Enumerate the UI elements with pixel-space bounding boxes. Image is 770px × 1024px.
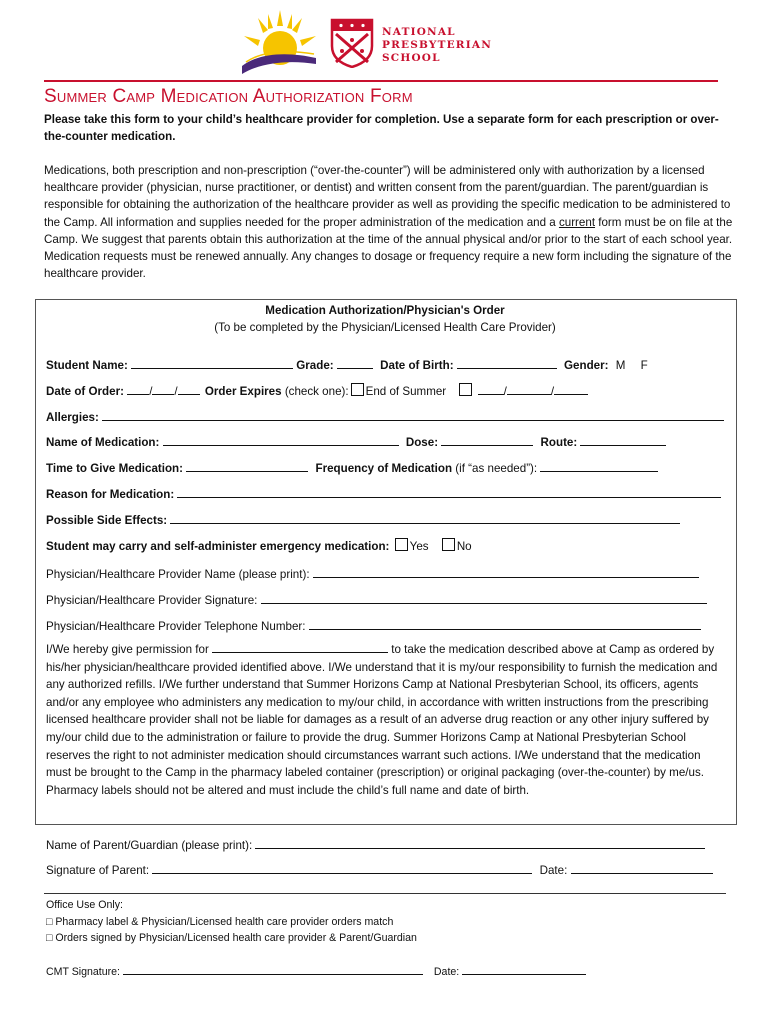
provider-name-field[interactable] <box>313 565 699 578</box>
self-administer-yes-checkbox[interactable] <box>395 538 408 551</box>
cmt-date-label: Date: <box>433 966 460 978</box>
allergies-label: Allergies: <box>46 411 99 424</box>
permission-paragraph <box>46 640 726 799</box>
gender-m-option[interactable]: M <box>615 359 626 372</box>
provider-signature-label: Physician/Healthcare Provider Signature: <box>46 594 258 607</box>
office-divider <box>44 893 726 894</box>
permission-rest: to take the medication described above at Camp as <box>391 643 656 656</box>
intro-instructions: Please take this form to your child’s healthcare provider for completion. Use a separate form for each prescription or over-the-counter medication. <box>44 113 719 143</box>
side-effects-label: Possible Side Effects: <box>46 514 168 527</box>
parent-name-row <box>46 836 705 852</box>
cmt-signature-field[interactable] <box>123 962 423 975</box>
route-label: Route: <box>540 436 578 449</box>
office-check-orders-signed[interactable]: □ Orders signed by Physician/Licensed health care provider & Parent/Guardian <box>46 932 417 944</box>
frequency-field[interactable] <box>540 459 658 472</box>
medication-name-label: Name of Medication: <box>46 436 160 449</box>
order-day-field[interactable] <box>152 382 174 395</box>
parent-signature-field[interactable] <box>152 861 532 874</box>
provider-name-label: Physician/Healthcare Provider Name (please print): <box>46 568 310 581</box>
summer-camp-sun-logo-icon <box>240 8 318 78</box>
dob-label: Date of Birth: <box>380 359 454 372</box>
permission-body: ordered by his/her physician/healthcare provided identified above. I/We understand that it is my/our responsibility to furnish the medication and any authorized refills. I/We further understand that Summer Horizons Camp at National Presbyterian School, its officers, agents and/or any employee who administers any medication to my/our child, in accordance with written instructions from the prescribing licensed healthcare provider shall not be liable for damages as a result of an adverse drug reaction or any other injury suffered by my/our child due to the administration or failure to provide the drug. Summer Horizons Camp at National Presbyterian School reserves the right to not administer medication should circumstances warrant such actions. I/We understand that the medication must be brought to the Camp in the pharmacy labeled container (prescription) or original packaging (over-the-counter) by me/us. Pharmacy labels should not be altered and must include the child’s full name and date of birth. <box>46 643 718 797</box>
allergies-row <box>46 408 724 424</box>
provider-signature-row <box>46 591 707 607</box>
parent-signature-label: Signature of Parent: <box>46 864 150 877</box>
permission-start: I/We hereby give permission for <box>46 643 209 656</box>
provider-phone-label: Physician/Healthcare Provider Telephone Number: <box>46 620 306 633</box>
cmt-row <box>46 962 586 978</box>
cmt-signature-label: CMT Signature: <box>46 966 120 978</box>
grade-field[interactable] <box>337 356 373 369</box>
parent-date-field[interactable] <box>571 861 713 874</box>
dose-label: Dose: <box>405 436 439 449</box>
cmt-date-field[interactable] <box>462 962 586 975</box>
provider-signature-field[interactable] <box>261 591 707 604</box>
medication-name-field[interactable] <box>163 433 399 446</box>
expires-month-field[interactable] <box>478 382 504 395</box>
grade-label: Grade: <box>296 359 334 372</box>
parent-name-field[interactable] <box>255 836 705 849</box>
allergies-field[interactable] <box>102 408 724 421</box>
school-name: NATIONAL PRESBYTERIAN SCHOOL <box>382 26 492 64</box>
office-use-heading: Office Use Only: <box>46 899 123 911</box>
office-check-pharmacy-label[interactable]: □ Pharmacy label & Physician/Licensed health care provider orders match <box>46 916 394 928</box>
expires-day-field[interactable] <box>507 382 551 395</box>
order-year-field[interactable] <box>178 382 200 395</box>
yes-label: Yes <box>409 540 429 553</box>
time-to-give-field[interactable] <box>186 459 308 472</box>
reason-label: Reason for Medication: <box>46 488 175 501</box>
self-administer-row <box>46 538 472 553</box>
intro-paragraph: Medications, both prescription and non-prescription (“over-the-counter”) will be administered only with authorization by a licensed healthcare provider (physician, nurse practitioner, or dentist) and written consent from the parent/guardian. The parent/guardian is responsible for obtaining the authorization of the healthcare provider as well as providing the specific medication to be administered to the Camp. All information and supplies needed for the proper administration of the medication and a current form must be on file at the Camp. We suggest that parents obtain this authorization at the time of the annual physical and/or prior to the start of each school year. Medication requests must be renewed annually. Any changes to dosage or frequency require a new form including the signature of the healthcare provider. <box>44 164 733 281</box>
box-title: Medication Authorization/Physician's Order <box>265 304 505 317</box>
expires-year-field[interactable] <box>554 382 588 395</box>
expires-date-checkbox[interactable] <box>459 383 472 396</box>
end-of-summer-label: End of Summer <box>365 385 447 398</box>
side-effects-field[interactable] <box>170 511 680 524</box>
student-name-field[interactable] <box>131 356 293 369</box>
order-date-row: Date of Order: / / Order Expires (check one): End of Summer / / <box>46 382 588 398</box>
dob-field[interactable] <box>457 356 557 369</box>
check-one-label: (check one): <box>284 385 349 398</box>
student-info-row <box>46 356 648 372</box>
reason-row <box>46 485 721 501</box>
frequency-label: Frequency of Medication <box>315 462 453 475</box>
dose-field[interactable] <box>441 433 533 446</box>
school-shield-logo-icon <box>330 18 374 68</box>
no-label: No <box>456 540 472 553</box>
medication-row <box>46 433 666 449</box>
parent-name-label: Name of Parent/Guardian (please print): <box>46 839 253 852</box>
box-subtitle: (To be completed by the Physician/Licensed Health Care Provider) <box>214 321 556 334</box>
if-needed-label: (if “as needed”): <box>455 462 538 475</box>
order-expires-label: Order Expires <box>204 385 282 398</box>
self-administer-no-checkbox[interactable] <box>442 538 455 551</box>
time-to-give-label: Time to Give Medication: <box>46 462 184 475</box>
end-of-summer-checkbox[interactable] <box>351 383 364 396</box>
route-field[interactable] <box>580 433 666 446</box>
gender-label: Gender: <box>564 359 609 372</box>
student-name-label: Student Name: <box>46 359 128 372</box>
provider-name-row <box>46 565 699 581</box>
gender-f-option[interactable]: F <box>640 359 648 372</box>
provider-phone-field[interactable] <box>309 617 701 630</box>
time-frequency-row <box>46 459 658 475</box>
parent-date-label: Date: <box>539 864 568 877</box>
form-title: Summer Camp Medication Authorization Form <box>44 86 413 107</box>
parent-signature-row <box>46 861 713 877</box>
self-administer-label: Student may carry and self-administer emergency medication: <box>46 540 390 553</box>
header-divider <box>44 80 718 82</box>
side-effects-row <box>46 511 680 527</box>
child-name-field[interactable] <box>212 640 388 653</box>
date-of-order-label: Date of Order: <box>46 385 124 398</box>
order-month-field[interactable] <box>127 382 149 395</box>
reason-field[interactable] <box>177 485 721 498</box>
provider-phone-row <box>46 617 701 633</box>
